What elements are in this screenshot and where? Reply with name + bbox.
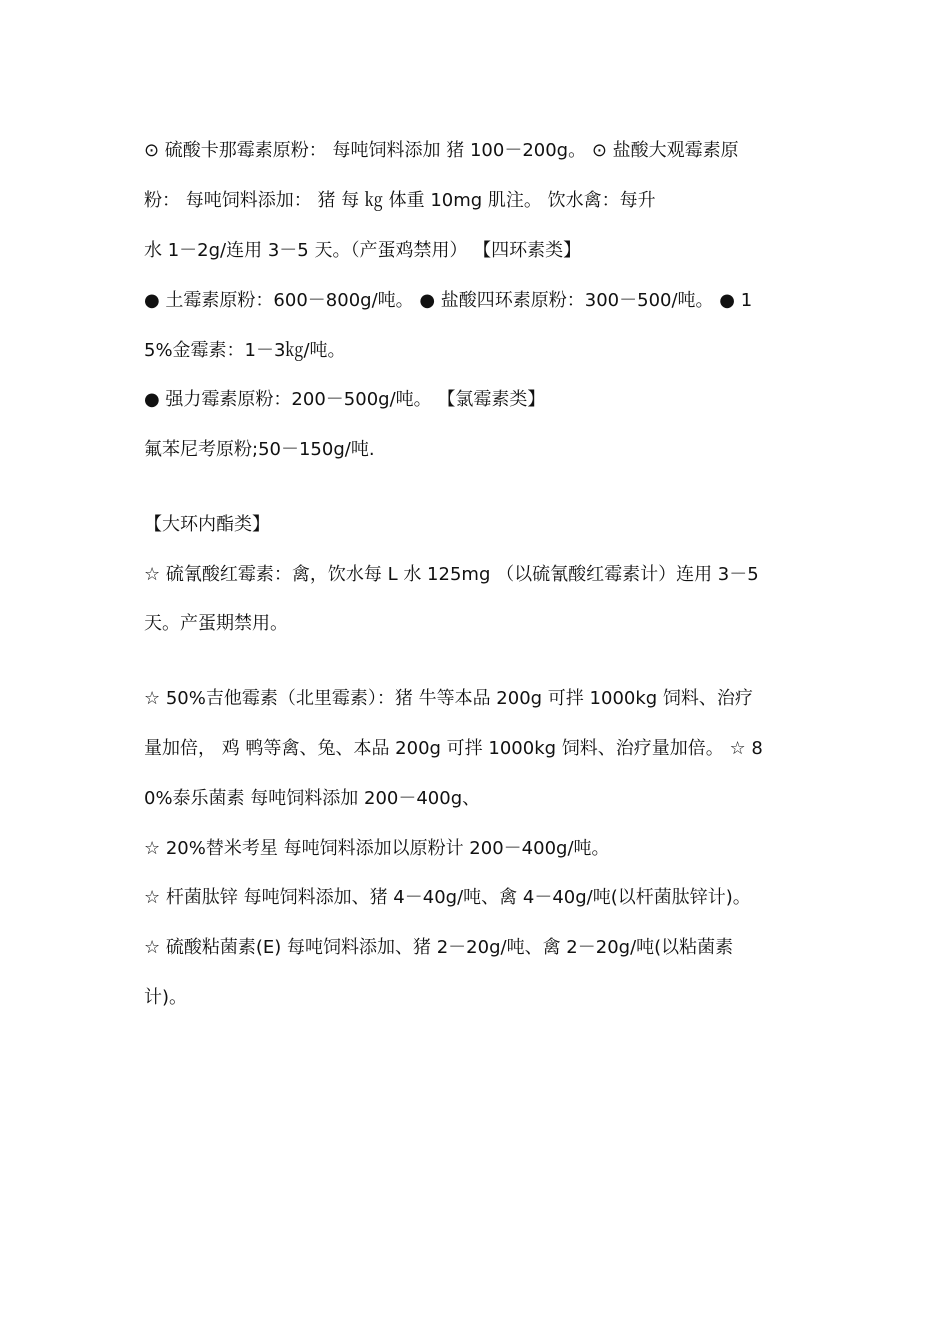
- text-line: 计)。: [144, 987, 188, 1008]
- text-line: 0%泰乐菌素 每吨饲料添加 200－400g、: [144, 788, 481, 809]
- text-line: ● 土霉素原粉：600－800g/吨。 ● 盐酸四环素原粉：300－500/吨。 ● 1: [144, 290, 753, 311]
- section-heading: 【大环内酯类】: [144, 514, 270, 535]
- text-line: 量加倍， 鸡 鸭等禽、兔、本品 200g 可拌 1000kg 饲料、治疗量加倍。 ☆ 8: [144, 738, 763, 759]
- text-line: ☆ 50%吉他霉素（北里霉素）：猪 牛等本品 200g 可拌 1000kg 饲料、治疗: [144, 688, 753, 709]
- text-line: 粉： 每吨饲料添加： 猪 每 ㎏ 体重 10mg 肌注。 饮水禽：每升: [144, 190, 656, 211]
- text-line: 氟苯尼考原粉;50－150g/吨.: [144, 439, 375, 460]
- text-line: ● 强力霉素原粉：200－500g/吨。 【氯霉素类】: [144, 389, 546, 410]
- text-line: ☆ 硫酸粘菌素(E) 每吨饲料添加、猪 2－20g/吨、禽 2－20g/吨(以粘菌素: [144, 937, 734, 958]
- text-line: 水 1－2g/连用 3－5 天。（产蛋鸡禁用） 【四环素类】: [144, 240, 582, 261]
- text-line: ☆ 硫氰酸红霉素：禽，饮水每 L 水 125mg （以硫氰酸红霉素计）连用 3－5: [144, 564, 759, 585]
- text-line: ☆ 杆菌肽锌 每吨饲料添加、猪 4－40g/吨、禽 4－40g/吨(以杆菌肽锌计)。: [144, 887, 751, 908]
- text-line: 天。产蛋期禁用。: [144, 613, 288, 634]
- text-line: ☆ 20%替米考星 每吨饲料添加以原粉计 200－400g/吨。: [144, 838, 610, 859]
- text-line: ⊙ 硫酸卡那霉素原粉： 每吨饲料添加 猪 100－200g。 ⊙ 盐酸大观霉素原: [144, 140, 739, 161]
- text-line: 5%金霉素：1－3㎏/吨。: [144, 340, 346, 361]
